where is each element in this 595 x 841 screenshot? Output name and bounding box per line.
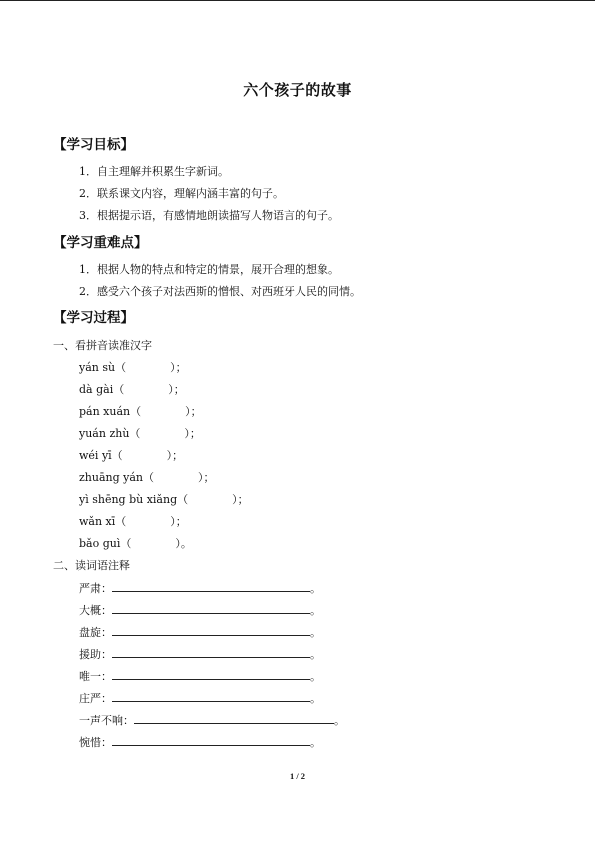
pinyin-item: zhuāng yán（ ）； xyxy=(79,471,215,484)
section-heading-goals: 【学习目标】 xyxy=(53,137,134,153)
definition-term: 一声不响： xyxy=(79,714,134,727)
answer-blank-line[interactable] xyxy=(112,668,310,680)
definition-row xyxy=(79,624,321,640)
part2-heading: 二、读词语注释 xyxy=(53,559,130,572)
definition-end-mark: 。 xyxy=(310,604,321,617)
section-heading-process: 【学习过程】 xyxy=(53,310,134,326)
pinyin-item: yì shēng bù xiǎng（ ）； xyxy=(79,493,249,506)
answer-blank-line[interactable] xyxy=(112,690,310,702)
definition-term: 庄严： xyxy=(79,692,112,705)
definition-end-mark: 。 xyxy=(334,714,345,727)
pinyin-item: bǎo guì（ ）。 xyxy=(79,537,192,550)
definition-end-mark: 。 xyxy=(310,582,321,595)
top-border-line xyxy=(0,0,595,1)
key-point-item: 2．感受六个孩子对法西斯的憎恨、对西班牙人民的同情。 xyxy=(79,285,361,298)
definition-row xyxy=(79,690,321,706)
pinyin-item: yuán zhù（ ）； xyxy=(79,427,201,440)
page-number: 1 / 2 xyxy=(289,771,306,781)
definition-row xyxy=(79,668,321,684)
definition-end-mark: 。 xyxy=(310,692,321,705)
answer-blank-line[interactable] xyxy=(112,602,310,614)
answer-blank-line[interactable] xyxy=(134,712,334,724)
answer-blank-line[interactable] xyxy=(112,624,310,636)
definition-end-mark: 。 xyxy=(310,648,321,661)
definition-end-mark: 。 xyxy=(310,670,321,683)
definition-term: 唯一： xyxy=(79,670,112,683)
answer-blank-line[interactable] xyxy=(112,580,310,592)
answer-blank-line[interactable] xyxy=(112,646,310,658)
definition-end-mark: 。 xyxy=(310,736,321,749)
definition-row xyxy=(79,580,321,596)
goal-item: 2．联系课文内容，理解内涵丰富的句子。 xyxy=(79,187,284,200)
definition-row xyxy=(79,712,345,728)
definition-row xyxy=(79,646,321,662)
section-heading-key-points: 【学习重难点】 xyxy=(53,235,148,251)
key-point-item: 1．根据人物的特点和特定的情景，展开合理的想象。 xyxy=(79,263,339,276)
definition-row xyxy=(79,602,321,618)
definition-row xyxy=(79,734,321,750)
answer-blank-line[interactable] xyxy=(112,734,310,746)
goal-item: 1．自主理解并积累生字新词。 xyxy=(79,165,229,178)
goal-item: 3．根据提示语，有感情地朗读描写人物语言的句子。 xyxy=(79,209,339,222)
pinyin-item: wǎn xī（ ）； xyxy=(79,515,187,528)
definition-term: 盘旋： xyxy=(79,626,112,639)
definition-end-mark: 。 xyxy=(310,626,321,639)
definition-term: 惋惜： xyxy=(79,736,112,749)
pinyin-item: pán xuán（ ）； xyxy=(79,405,202,418)
part1-heading: 一、看拼音读准汉字 xyxy=(53,339,152,352)
definition-term: 援助： xyxy=(79,648,112,661)
page-title: 六个孩子的故事 xyxy=(243,81,352,99)
pinyin-item: dà gài（ ）； xyxy=(79,383,185,396)
pinyin-item: yán sù（ ）； xyxy=(79,361,187,374)
definition-term: 严肃： xyxy=(79,582,112,595)
pinyin-item: wéi yī（ ）； xyxy=(79,449,184,462)
definition-term: 大概： xyxy=(79,604,112,617)
